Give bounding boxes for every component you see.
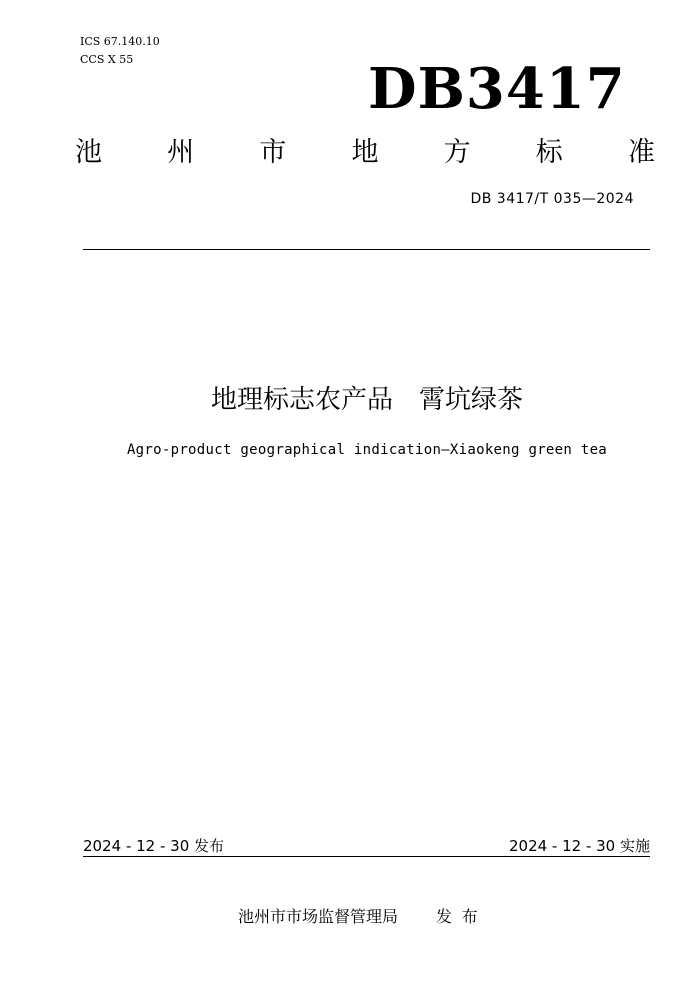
bottom-divider: [83, 856, 650, 857]
title-chinese: 地理标志农产品 霄坑绿茶: [210, 385, 523, 415]
db-code-logo: DB3417: [368, 56, 626, 122]
title-english: Agro-product geographical indication—Xiaokeng green tea: [126, 442, 608, 458]
ccs-code: CCS X 55: [80, 53, 134, 66]
top-divider: [83, 249, 650, 250]
implementation-date: 2024 - 12 - 30 实施: [508, 837, 650, 855]
standard-type-heading: [75, 136, 655, 170]
standard-type-char: 方: [443, 137, 471, 168]
standard-type-char: 地: [351, 137, 379, 168]
standard-number: DB 3417/T 035—2024: [470, 191, 634, 207]
standard-type-char: 准: [627, 137, 655, 168]
standard-type-char: 标: [535, 137, 563, 168]
standard-type-char: 池: [75, 137, 102, 168]
issue-label: 发布: [436, 907, 488, 926]
issue-date: 2024 - 12 - 30 发布: [83, 837, 225, 855]
standard-type-char: 州: [167, 137, 195, 168]
ics-code: ICS 67.140.10: [80, 35, 160, 48]
standard-type-char: 市: [259, 137, 287, 168]
issuing-authority: 池州市市场监督管理局: [238, 907, 399, 926]
